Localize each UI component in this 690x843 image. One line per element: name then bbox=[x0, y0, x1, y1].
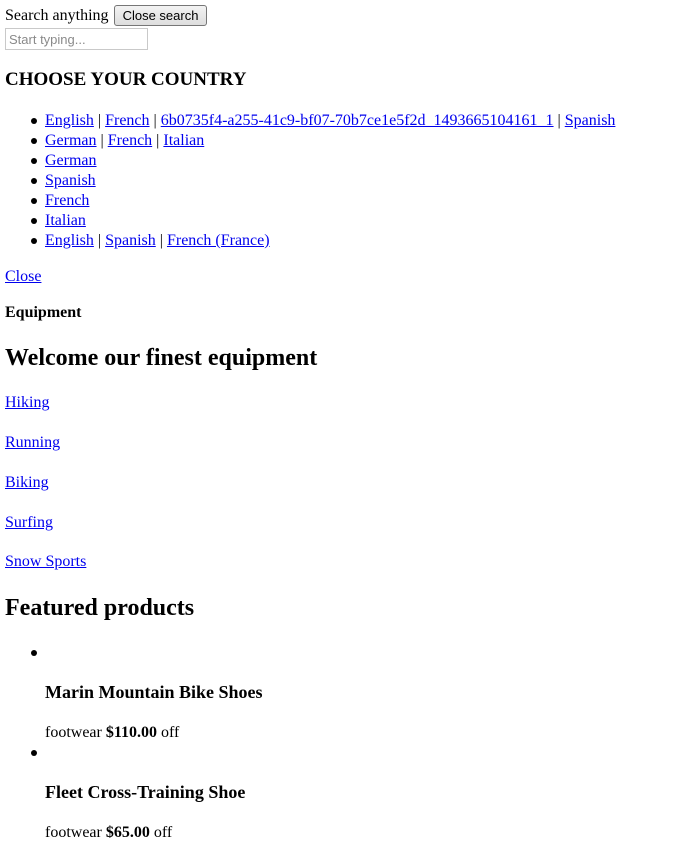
language-link[interactable]: French bbox=[107, 132, 153, 149]
close-search-button[interactable]: Close search bbox=[114, 5, 207, 26]
equipment-link-surfing[interactable]: Surfing bbox=[5, 514, 53, 531]
country-row bbox=[45, 131, 204, 151]
language-link[interactable]: 6b0735f4-a255-41c9-bf07-70b7ce1e5f2d_1493665104161_1 bbox=[160, 112, 554, 129]
product-suffix: off bbox=[153, 824, 173, 841]
list-bullet bbox=[31, 158, 37, 164]
product-meta bbox=[45, 823, 172, 843]
equipment-link-biking[interactable]: Biking bbox=[5, 474, 49, 491]
list-bullet bbox=[31, 750, 37, 756]
language-link[interactable]: French bbox=[45, 192, 90, 209]
equipment-link-snow-sports[interactable]: Snow Sports bbox=[5, 553, 87, 570]
product-price: $65.00 bbox=[105, 824, 150, 841]
language-link[interactable]: English bbox=[45, 232, 94, 249]
equipment-link-running[interactable]: Running bbox=[5, 434, 61, 451]
link-separator: | bbox=[100, 132, 104, 149]
link-separator: | bbox=[97, 112, 102, 129]
list-bullet bbox=[31, 238, 37, 244]
product-meta bbox=[45, 723, 179, 743]
equipment-link-hiking[interactable]: Hiking bbox=[5, 394, 50, 411]
list-bullet bbox=[31, 118, 37, 124]
list-bullet bbox=[31, 218, 37, 224]
language-link[interactable]: Spanish bbox=[45, 172, 96, 189]
close-link[interactable]: Close bbox=[5, 268, 42, 285]
country-row bbox=[45, 151, 97, 171]
equipment-label: Equipment bbox=[5, 304, 82, 321]
link-separator: | bbox=[153, 112, 157, 129]
product-price: $110.00 bbox=[105, 724, 157, 741]
equipment-heading: Welcome our finest equipment bbox=[5, 345, 318, 371]
language-link[interactable]: Italian bbox=[163, 132, 205, 149]
product-category: footwear bbox=[45, 824, 102, 841]
country-row bbox=[45, 191, 89, 211]
product-suffix: off bbox=[160, 724, 180, 741]
link-separator: | bbox=[97, 232, 102, 249]
link-separator: | bbox=[557, 112, 561, 129]
language-link[interactable]: Italian bbox=[45, 212, 86, 229]
product-name: Marin Mountain Bike Shoes bbox=[45, 682, 263, 702]
country-row bbox=[45, 171, 96, 191]
search-label: Search anything bbox=[5, 7, 109, 24]
product-name: Fleet Cross-Training Shoe bbox=[45, 782, 246, 802]
list-bullet bbox=[31, 178, 37, 184]
list-bullet bbox=[31, 650, 37, 656]
country-row bbox=[45, 111, 615, 131]
featured-heading: Featured products bbox=[5, 595, 195, 621]
language-link[interactable]: English bbox=[45, 112, 94, 129]
country-title: CHOOSE YOUR COUNTRY bbox=[5, 69, 247, 90]
link-separator: | bbox=[156, 132, 160, 149]
list-bullet bbox=[31, 198, 37, 204]
link-separator: | bbox=[159, 232, 163, 249]
list-bullet bbox=[31, 138, 37, 144]
language-link[interactable]: French (France) bbox=[166, 232, 270, 249]
language-link[interactable]: German bbox=[45, 152, 97, 169]
country-row bbox=[45, 211, 86, 231]
language-link[interactable]: Spanish bbox=[564, 112, 616, 129]
search-input[interactable] bbox=[5, 28, 148, 50]
language-link[interactable]: French bbox=[105, 112, 150, 129]
language-link[interactable]: German bbox=[45, 132, 97, 149]
product-category: footwear bbox=[45, 724, 102, 741]
country-row bbox=[45, 231, 270, 251]
language-link[interactable]: Spanish bbox=[105, 232, 156, 249]
